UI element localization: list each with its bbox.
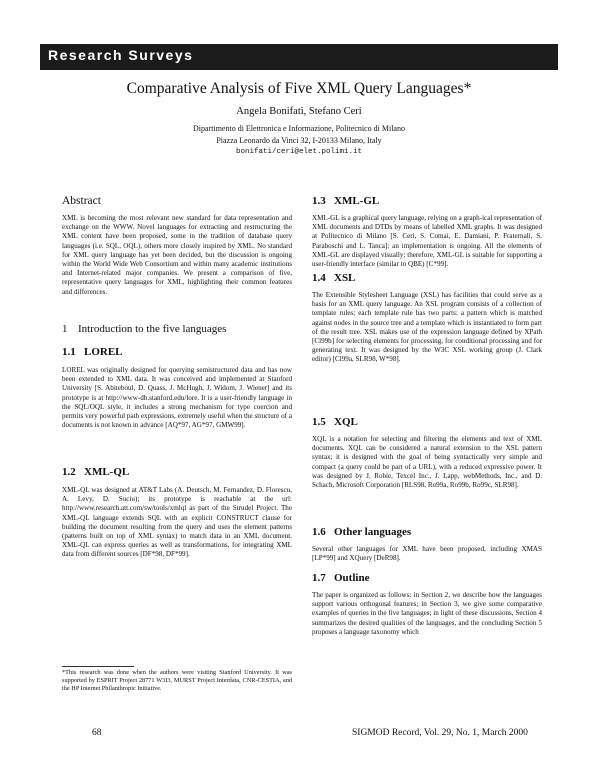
subsection-number: 1.5 xyxy=(312,416,326,428)
affiliation-address: Piazza Leonardo da Vinci 32, I-20133 Milano, Italy xyxy=(216,136,382,145)
subsection-xmlgl-text: XML-GL is a graphical query language, relying on a graph-ical representation of XML documents and DTDs by means of labelled XML graphs. It was designed at Politecnico di Milano [S. Ceri, S. Comai, E. Damiani, P. Fraternali, S. Paraboschi and L. Tanca]; an implementation is ongoing. All the elements of XML-GL are displayed visually; therefore, XML-GL is suitable for supporting a user-friendly interface (similar to QBE) [C*99]. xyxy=(312,214,542,269)
subsection-lorel-text: LOREL was originally designed for querying semistructured data and has now been extended to XML data. It was conceived and implemented at Stanford University [S. Abiteboul, D. Quass, J. McHugh, J. Widom, J. Wiener] and its prototype is at http://www-db.stanford.edu/lore. It is a user-friendly language in the SQL/OQL style, it includes a strong mechanism for type coercion and permits very powerful path expressions, extremely useful when the structure of a documents is not known in advance [AQ*97, AG*97, GMW99]. xyxy=(62,366,292,430)
authors: Angela Bonifati, Stefano Ceri xyxy=(236,106,362,117)
footnote: *This research was done when the authors were visiting Stanford University. It was supported by ESPRIT Project 28771 W3I3, MURST Project Interdata, CNR-CESTIA, and the HP Internet Philanthropic Initiative. xyxy=(62,669,292,692)
subsection-title: LOREL xyxy=(84,346,123,358)
subsection-number: 1.2 xyxy=(62,466,76,478)
subsection-xsl-text: The Extensible Stylesheet Language (XSL) has facilities that could serve as a basis for an XML query language. An XSL program consists of a collection of template rules; each template rule has two parts: a pattern which is matched against nodes in the source tree and a template which is instantiated to form part of the result tree. XSL makes use of the expression language defined by XPath [Cl99b] for selecting elements for processing, for conditional processing and for generating text. It was designed by the W3C XSL working group (J. Clark editor) [Cl99a, SLR98, W*98]. xyxy=(312,291,542,364)
abstract-heading: Abstract xyxy=(62,195,101,207)
author-email: bonifati/ceri@elet.polimi.it xyxy=(235,148,363,156)
subsection-number: 1.4 xyxy=(312,272,326,284)
subsection-number: 1.3 xyxy=(312,195,326,207)
subsection-outline-heading xyxy=(312,572,542,584)
subsection-lorel-heading xyxy=(62,346,292,358)
subsection-xmlql-heading xyxy=(62,466,292,478)
subsection-title: Other languages xyxy=(334,526,412,538)
subsection-number: 1.6 xyxy=(312,526,326,538)
subsection-xmlgl-heading xyxy=(312,195,542,207)
subsection-title: XML-GL xyxy=(334,195,380,207)
subsection-xmlql-text: XML-QL was designed at AT&T Labs (A. Deutsch, M. Fernandez, D. Florescu, A. Levy, D. Suciu); its prototype is reachable at the url: http://www.research.att.com/sw/tools/xmlql as part of the Strudel Project. The XML-QL language extends SQL with an explicit CONSTRUCT clause for building the document resulting from the query and uses the element patterns (patterns built on top of XML syntax) to match data in an XML document. XML-QL can express queries as well as transformations, for integrating XML data from different sources [DF*98, DF*99]. xyxy=(62,486,292,559)
paper-title: Comparative Analysis of Five XML Query Languages* xyxy=(126,80,472,97)
affiliation-department: Dipartimento di Elettronica e Informazione, Politecnico di Milano xyxy=(193,124,405,133)
section-banner xyxy=(40,44,558,70)
footnote-rule xyxy=(62,666,134,667)
subsection-number: 1.7 xyxy=(312,572,326,584)
subsection-other-text: Several other languages for XML have been proposed, including XMAS [LP*99] and XQuery [DeR98]. xyxy=(312,545,542,563)
subsection-title: Outline xyxy=(334,572,370,584)
venue-footer: SIGMOD Record, Vol. 29, No. 1, March 2000 xyxy=(352,728,528,738)
subsection-xql-text: XQL is a notation for selecting and filtering the elements and text of XML documents. XQL can be considered a natural extension to the XSL pattern syntax; it is designed with the goal of being syntactically very simple and compact (a query could be part of a URL), with a reduced expressive power. It was designed by J. Robie, Texcel Inc., J. Lapp, webMethods, Inc., and D. Schach, Microsoft Corporation [RLS98, Ro99a, Ro99b, Ro99c, SLR98]. xyxy=(312,435,542,490)
subsection-other-heading xyxy=(312,526,542,538)
subsection-outline-text: The paper is organized as follows: in Section 2, we describe how the languages support various orthogonal features; in Section 3, we give some comparative examples of queries in the five languages; in light of these discussions, Section 4 summarizes the desired qualities of the languages, and the concluding Section 5 proposes a language taxonomy which xyxy=(312,591,542,636)
subsection-title: XSL xyxy=(334,272,356,284)
section-number: 1 xyxy=(62,323,68,335)
banner-label: Research Surveys xyxy=(48,47,194,63)
subsection-title: XML-QL xyxy=(84,466,130,478)
page-number: 68 xyxy=(92,728,102,738)
subsection-xql-heading xyxy=(312,416,542,428)
abstract-text: XML is becoming the most relevant new standard for data representation and exchange on the WWW. Novel languages for extracting and restructuring the XML content have been proposed, some in the tradition of database query languages (i.e. SQL, OQL), others more closely inspired by XML. No standard for XML query language has yet been decided, but the discussion is ongoing within the World Wide Web Consortium and within many academic institutions and Internet-related major companies. We present a comparison of five, representative query languages for XML, highlighting their common features and differences. xyxy=(62,214,292,296)
subsection-number: 1.1 xyxy=(62,346,76,358)
section-1-heading xyxy=(62,323,292,335)
section-title: Introduction to the five languages xyxy=(78,323,227,335)
subsection-title: XQL xyxy=(334,416,358,428)
subsection-xsl-heading xyxy=(312,272,542,284)
